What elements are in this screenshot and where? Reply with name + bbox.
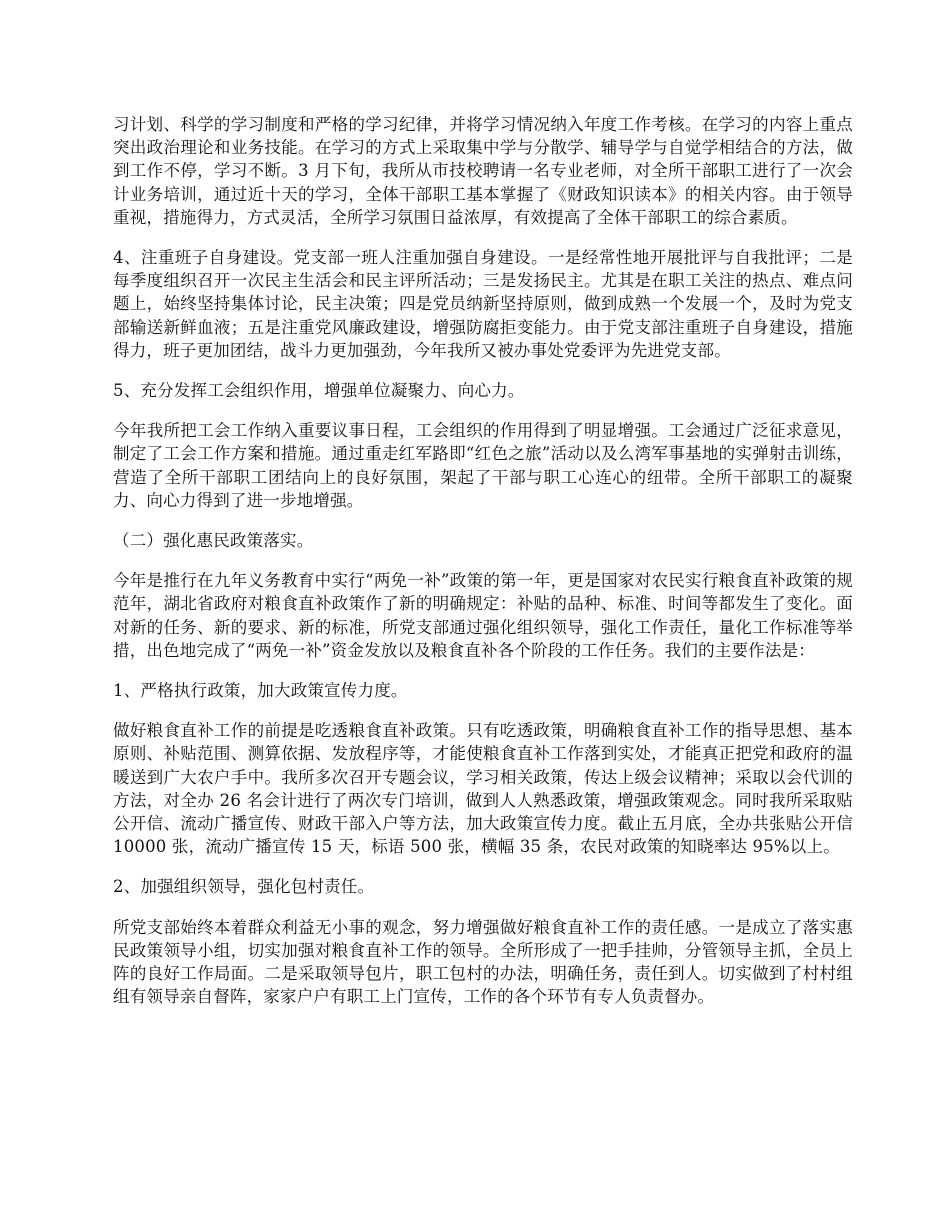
heading-organization-leadership: 2、加强组织领导，强化包村责任。 (113, 877, 375, 897)
paragraph-policy-publicity: 做好粮食直补工作的前提是吃透粮食直补政策。只有吃透政策，明确粮食直补工作的指导思想、基本原则、补贴范围、测算依据、发放程序等，才能使粮食直补工作落到实处，才能真正把党和政府的温暖送到广大农户手中。我所多次召开专题会议，学习相关政策，传达上级会议精神；采取以会代训的方法，对全办 26 名会计进行了两次专门培训，做到人人熟悉政策，增强政策观念。同时我所采取贴公开信、流动广播宣传、财政干部入户等方法，加大政策宣传力度。截止五月底，全办共张贴公开信 10000 张，流动广播宣传 15 天，标语 500 张，横幅 35 条，农民对政策的知晓率达 95%以上。 (113, 721, 853, 857)
heading-policy-publicity: 1、严格执行政策，加大政策宣传力度。 (113, 681, 408, 701)
paragraph-study-plan: 习计划、科学的学习制度和严格的学习纪律，并将学习情况纳入年度工作考核。在学习的内容上重点突出政治理论和业务技能。在学习的方式上采取集中学与分散学、辅导学与自觉学相结合的方法，做到工作不停，学习不断。3 月下旬，我所从市技校聘请一名专业老师，对全所干部职工进行了一次会计业务培训，通过近十天的学习，全体干部职工基本掌握了《财政知识读本》的相关内容。由于领导重视，措施得力，方式灵活，全所学习氛围日益浓厚，有效提高了全体干部职工的综合素质。 (113, 115, 853, 227)
heading-policy-implementation: （二）强化惠民政策落实。 (113, 531, 314, 551)
heading-union-role: 5、充分发挥工会组织作用，增强单位凝聚力、向心力。 (113, 381, 525, 401)
paragraph-organization-leadership: 所党支部始终本着群众利益无小事的观念，努力增强做好粮食直补工作的责任感。一是成立了落实惠民政策领导小组，切实加强对粮食直补工作的领导。全所形成了一把手挂帅，分管领导主抓，全员上阵的良好工作局面。二是采取领导包片，职工包村的办法，明确任务，责任到人。切实做到了村村组组有领导亲自督阵，家家户户有职工上门宣传，工作的各个环节有专人负责督办。 (113, 917, 853, 1007)
document-page (113, 113, 853, 1026)
paragraph-policy-year: 今年是推行在九年义务教育中实行“两免一补”政策的第一年，更是国家对农民实行粮食直补政策的规范年，湖北省政府对粮食直补政策作了新的明确规定：补贴的品种、标准、时间等都发生了变化。面对新的任务、新的要求、新的标准，所党支部通过强化组织领导，强化工作责任，量化工作标准等举措，出色地完成了“两免一补”资金发放以及粮食直补各个阶段的工作任务。我们的主要作法是： (113, 571, 853, 660)
paragraph-union-work: 今年我所把工会工作纳入重要议事日程，工会组织的作用得到了明显增强。工会通过广泛征求意见，制定了工会工作方案和措施。通过重走红军路即“红色之旅”活动以及么湾军事基地的实弹射击训练，营造了全所干部职工团结向上的良好氛围，架起了干部与职工心连心的纽带。全所干部职工的凝聚力、向心力得到了进一步地增强。 (113, 421, 853, 510)
paragraph-leadership-building: 4、注重班子自身建设。党支部一班人注重加强自身建设。一是经常性地开展批评与自我批评；二是每季度组织召开一次民主生活会和民主评所活动；三是发扬民主。尤其是在职工关注的热点、难点问题上，始终坚持集体讨论，民主决策；四是党员纳新坚持原则，做到成熟一个发展一个，及时为党支部输送新鲜血液；五是注重党风廉政建设，增强防腐拒变能力。由于党支部注重班子自身建设，措施得力，班子更加团结，战斗力更加强劲，今年我所又被办事处党委评为先进党支部。 (113, 248, 853, 360)
